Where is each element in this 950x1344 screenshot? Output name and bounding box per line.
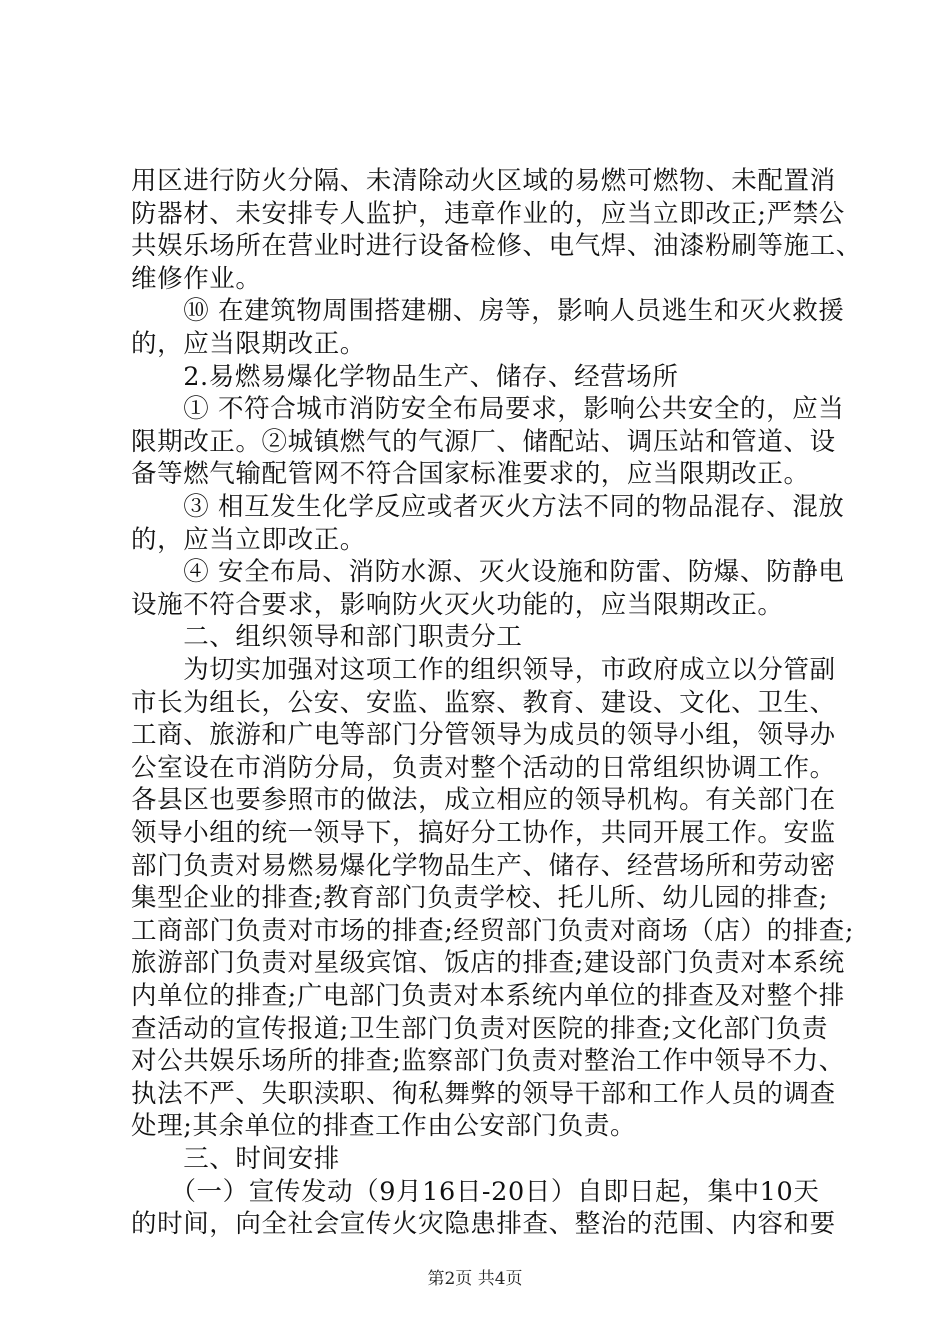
text-line: 二、组织领导和部门职责分工 [131, 622, 523, 653]
text-line: 公室设在市消防分局，负责对整个活动的日常组织协调工作。 [131, 752, 836, 783]
text-line: 部门负责对易燃易爆化学物品生产、储存、经营场所和劳动密 [131, 850, 836, 881]
text-line: 各县区也要参照市的做法，成立相应的领导机构。有关部门在 [131, 785, 836, 816]
text-line: 2.易燃易爆化学物品生产、储存、经营场所 [131, 361, 679, 392]
text-line: 为切实加强对这项工作的组织领导，市政府成立以分管副 [131, 655, 836, 685]
text-line: 用区进行防火分隔、未清除动火区域的易燃可燃物、未配置消 [131, 166, 836, 196]
text-line: 的，应当立即改正。 [131, 524, 366, 555]
text-line: 集型企业的排查;教育部门负责学校、托儿所、幼儿园的排查; [131, 883, 828, 914]
text-line: 市长为组长，公安、安监、监察、教育、建设、文化、卫生、 [131, 687, 836, 718]
text-line: ④ 安全布局、消防水源、灭火设施和防雷、防爆、防静电 [131, 557, 845, 588]
text-line: 工商、旅游和广电等部门分管领导为成员的领导小组，领导办 [131, 720, 836, 751]
text-line: ③ 相互发生化学反应或者灭火方法不同的物品混存、混放 [131, 492, 845, 522]
text-line: 工商部门负责对市场的排查;经贸部门负责对商场（店）的排查; [131, 915, 855, 946]
text-line: ⑩ 在建筑物周围搭建棚、房等，影响人员逃生和灭火救援 [131, 296, 845, 327]
text-line: 查活动的宣传报道;卫生部门负责对医院的排查;文化部门负责 [131, 1013, 828, 1044]
text-line: （一）宣传发动（9月16日-20日）自即日起，集中10天 [131, 1176, 820, 1207]
text-line: 限期改正。②城镇燃气的气源厂、储配站、调压站和管道、设 [131, 426, 836, 457]
text-line: 三、时间安排 [131, 1144, 340, 1174]
text-line: ① 不符合城市消防安全布局要求，影响公共安全的，应当 [131, 394, 845, 425]
text-line: 处理;其余单位的排查工作由公安部门负责。 [131, 1111, 637, 1142]
text-line: 维修作业。 [131, 263, 262, 294]
text-line: 领导小组的统一领导下，搞好分工协作，共同开展工作。安监 [131, 818, 836, 848]
text-line: 设施不符合要求，影响防火灭火功能的，应当限期改正。 [131, 589, 784, 620]
text-line: 执法不严、失职渎职、徇私舞弊的领导干部和工作人员的调查 [131, 1078, 836, 1109]
text-line: 的时间，向全社会宣传火灾隐患排查、整治的范围、内容和要 [131, 1209, 836, 1240]
text-line: 的，应当限期改正。 [131, 329, 366, 359]
text-line: 内单位的排查;广电部门负责对本系统内单位的排查及对整个排 [131, 981, 845, 1011]
text-line: 对公共娱乐场所的排查;监察部门负责对整治工作中领导不力、 [131, 1046, 845, 1077]
text-line: 旅游部门负责对星级宾馆、饭店的排查;建设部门负责对本系统 [131, 948, 845, 979]
text-line: 备等燃气输配管网不符合国家标准要求的，应当限期改正。 [131, 459, 810, 490]
page-footer: 第2页 共4页 [427, 1269, 523, 1289]
text-line: 共娱乐场所在营业时进行设备检修、电气焊、油漆粉刷等施工、 [131, 231, 862, 262]
text-line: 防器材、未安排专人监护，违章作业的，应当立即改正;严禁公 [131, 198, 845, 229]
